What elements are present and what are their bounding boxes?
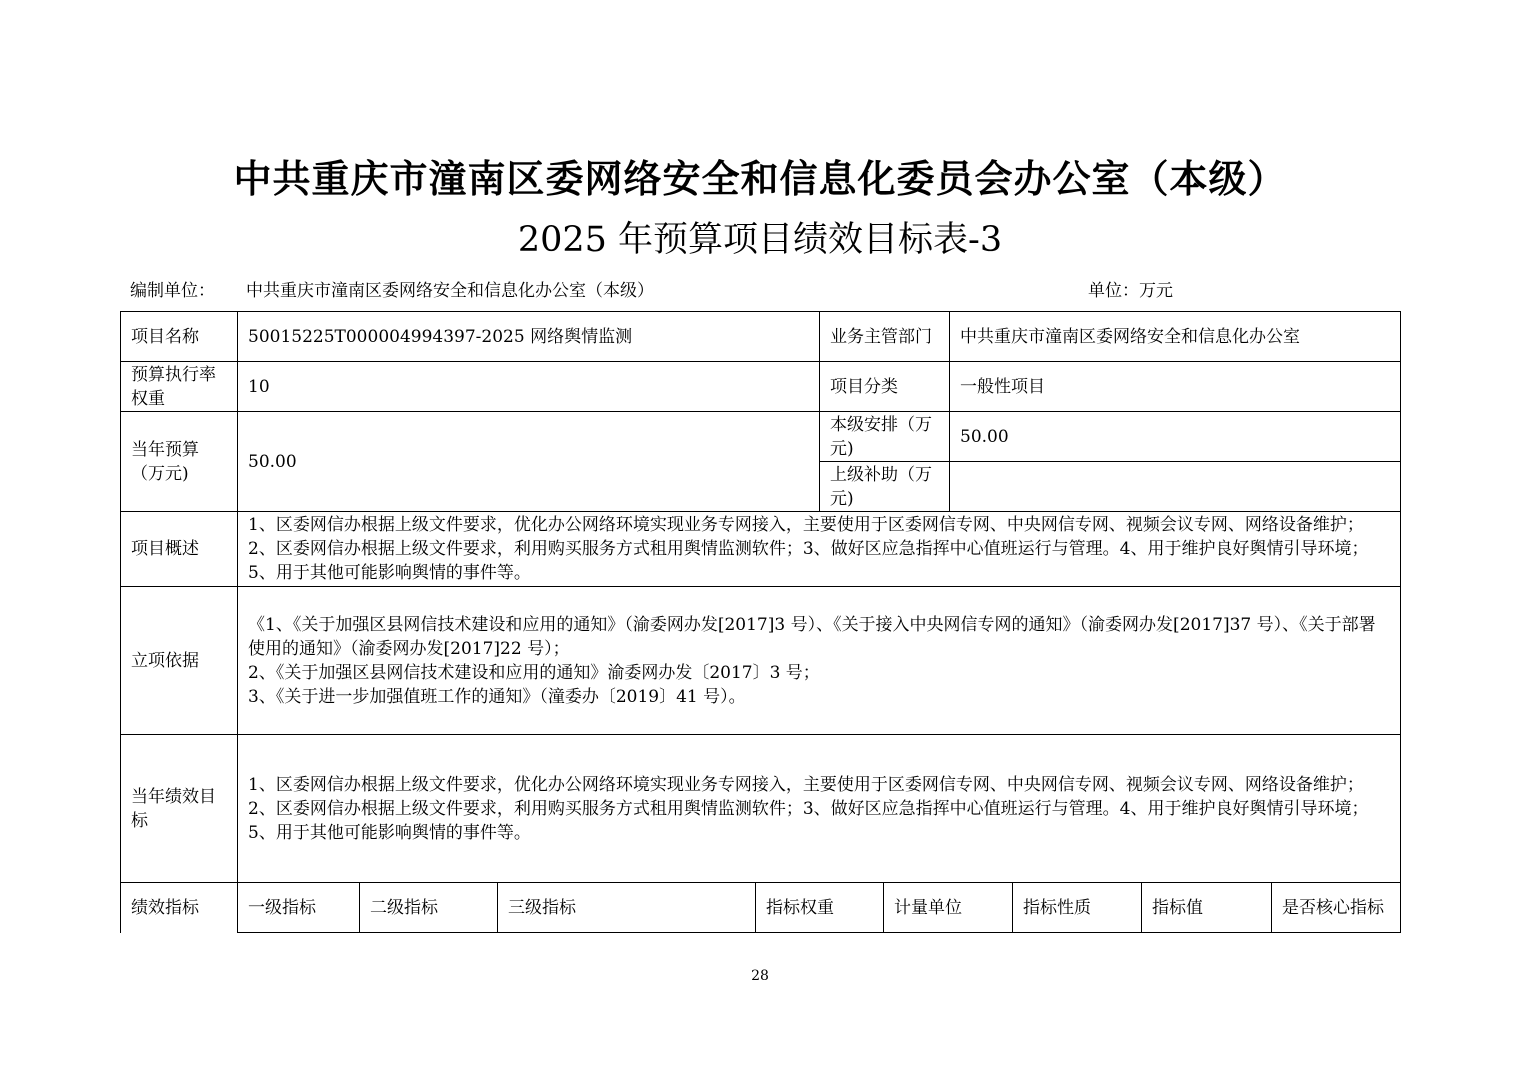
page-title: 中共重庆市潼南区委网络安全和信息化委员会办公室（本级） <box>233 157 1287 201</box>
row-goal <box>121 735 1401 883</box>
basis-label: 立项依据 <box>121 587 238 735</box>
indicator-col-core: 是否核心指标 <box>1272 883 1401 933</box>
exec-rate-value: 10 <box>238 362 820 412</box>
row-budget <box>121 412 1401 462</box>
subsidy-label: 上级补助（万元) <box>820 462 950 512</box>
dept-label: 业务主管部门 <box>820 312 950 362</box>
indicator-col-level1: 一级指标 <box>238 883 360 933</box>
basis-line: 3、《关于进一步加强值班工作的通知》（潼委办〔2019〕41 号）。 <box>248 686 746 707</box>
indicator-header-row <box>121 883 1401 933</box>
page-number: 28 <box>751 968 769 984</box>
currency-unit: 单位：万元 <box>1088 281 1173 301</box>
basis-line: 2、《关于加强区县网信技术建设和应用的通知》渝委网办发〔2017〕3 号； <box>248 662 820 683</box>
overview-label: 项目概述 <box>121 512 238 587</box>
page-subtitle: 2025 年预算项目绩效目标表-3 <box>517 220 1003 260</box>
unit-label: 编制单位： <box>130 281 215 301</box>
project-name-label: 项目名称 <box>121 312 238 362</box>
row-project-name <box>121 312 1401 362</box>
indicator-col-unit: 计量单位 <box>884 883 1013 933</box>
exec-rate-label: 预算执行率权重 <box>121 362 238 412</box>
row-basis <box>121 587 1401 735</box>
goal-value: 1、区委网信办根据上级文件要求，优化办公网络环境实现业务专网接入，主要使用于区委网信专网、中央网信专网、视频会议专网、网络设备维护；2、区委网信办根据上级文件要求，利用购买服务方式租用舆情监测软件；3、做好区应急指挥中心值班运行与管理。4、用于维护良好舆情引导环境；5、用于其他可能影响舆情的事件等。 <box>238 735 1401 883</box>
project-name-value: 50015225T000004994397-2025 网络舆情监测 <box>238 312 820 362</box>
goal-label: 当年绩效目标 <box>121 735 238 883</box>
category-label: 项目分类 <box>820 362 950 412</box>
budget-label: 当年预算（万元) <box>121 412 238 512</box>
budget-value: 50.00 <box>238 412 820 512</box>
row-overview <box>121 512 1401 587</box>
indicator-col-nature: 指标性质 <box>1013 883 1142 933</box>
indicator-col-level2: 二级指标 <box>360 883 498 933</box>
local-value: 50.00 <box>950 412 1401 462</box>
row-exec-rate <box>121 362 1401 412</box>
indicator-col-value: 指标值 <box>1142 883 1272 933</box>
dept-value: 中共重庆市潼南区委网络安全和信息化办公室 <box>950 312 1401 362</box>
budget-table <box>120 311 1401 883</box>
subsidy-value <box>950 462 1401 512</box>
indicator-col-level3: 三级指标 <box>498 883 756 933</box>
overview-value: 1、区委网信办根据上级文件要求，优化办公网络环境实现业务专网接入，主要使用于区委网信专网、中央网信专网、视频会议专网、网络设备维护；2、区委网信办根据上级文件要求，利用购买服务方式租用舆情监测软件；3、做好区应急指挥中心值班运行与管理。4、用于维护良好舆情引导环境；5、用于其他可能影响舆情的事件等。 <box>238 512 1401 587</box>
basis-value <box>238 587 1401 735</box>
indicator-label: 绩效指标 <box>121 883 238 933</box>
indicator-header-table <box>120 882 1401 933</box>
local-label: 本级安排（万元) <box>820 412 950 462</box>
basis-line: 《1、《关于加强区县网信技术建设和应用的通知》（渝委网办发[2017]3 号）、《关于接入中央网信专网的通知》（渝委网办发[2017]37 号）、《关于部署使用的通知》（渝委网办发[2017]22 号）； <box>248 614 1376 659</box>
indicator-col-weight: 指标权重 <box>756 883 884 933</box>
unit-name: 中共重庆市潼南区委网络安全和信息化办公室（本级） <box>246 281 654 301</box>
category-value: 一般性项目 <box>950 362 1401 412</box>
